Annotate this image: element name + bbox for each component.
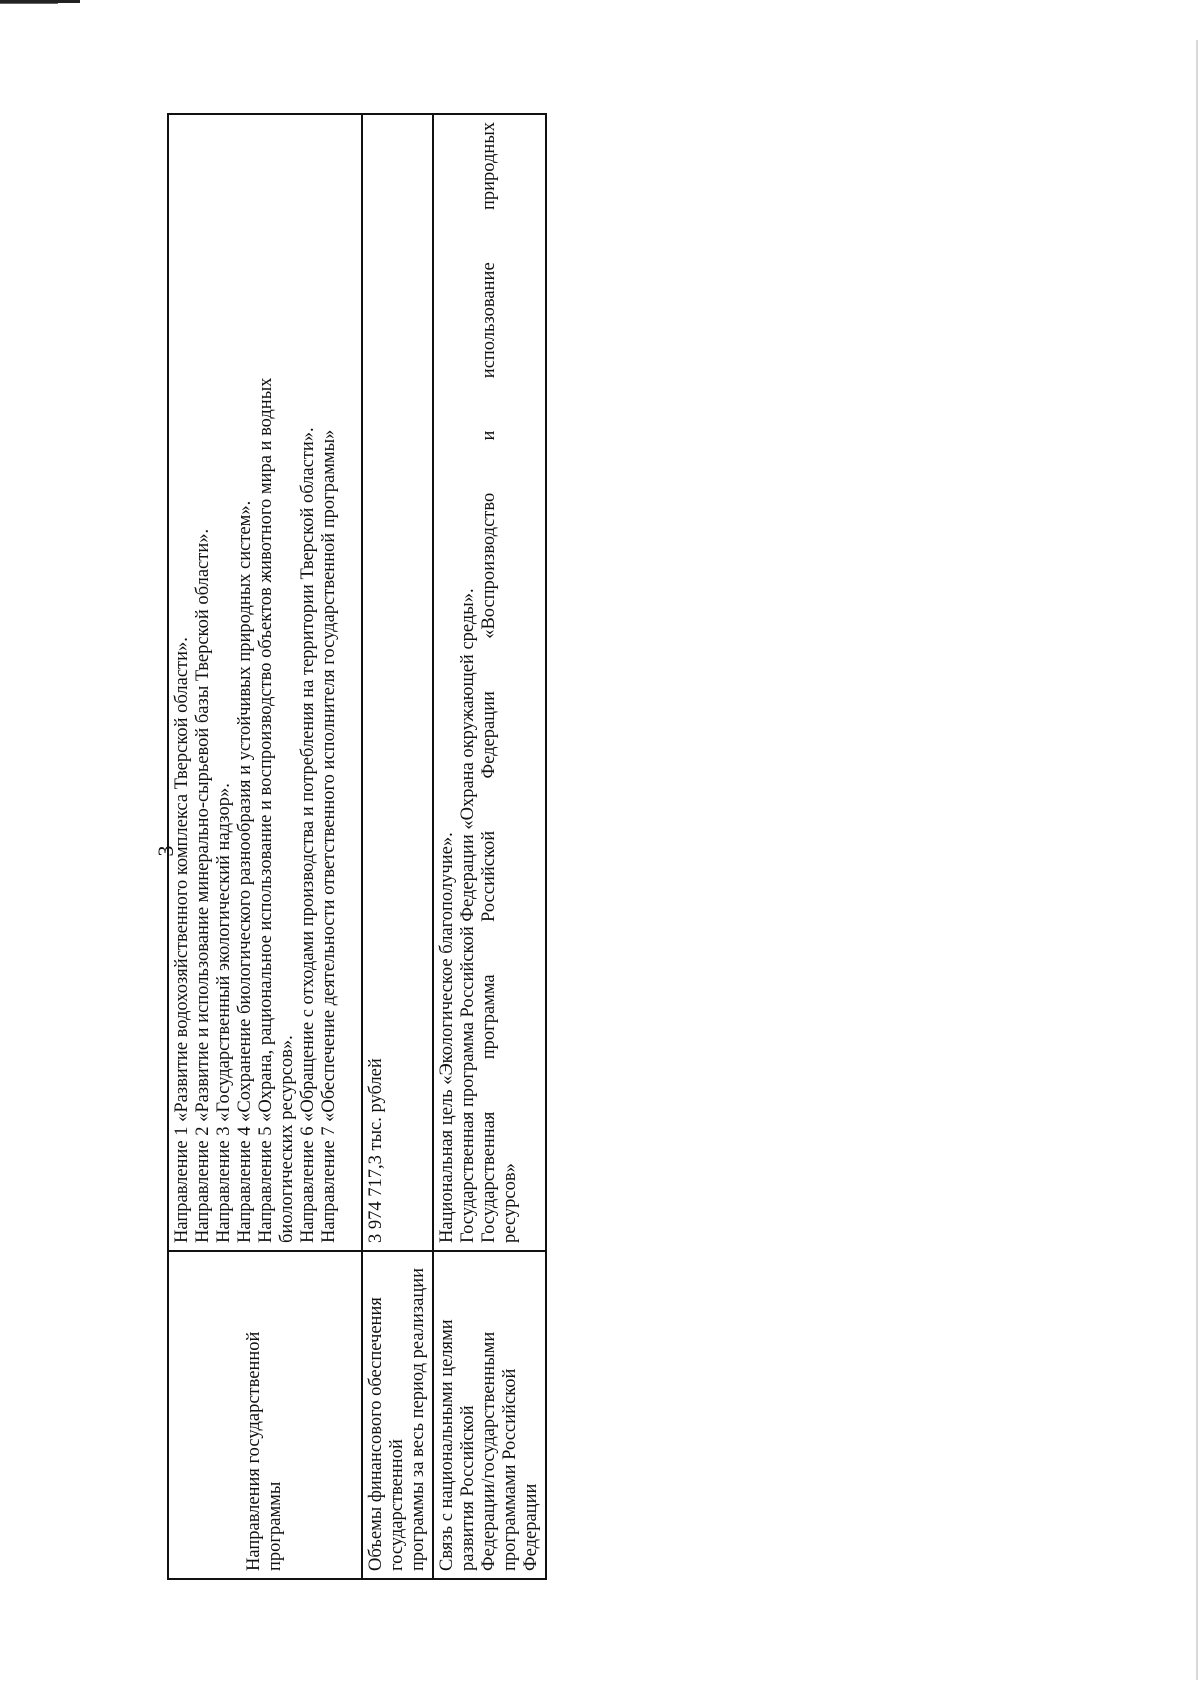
finance-value: 3 974 717,3 тыс. рублей: [366, 1058, 386, 1243]
link-item: Государственная программа Российской Федерации «Охрана окружающей среды».: [458, 588, 478, 1243]
links-label-line: Федерации: [521, 1483, 541, 1571]
directions-label-cell: [168, 1251, 362, 1579]
finance-label-line: программы за весь период реализации: [408, 1267, 428, 1571]
direction-item: Направление 1 «Развитие водохозяйственного комплекса Тверской области».: [172, 637, 192, 1243]
link-item: Национальная цель «Экологическое благополучие».: [437, 832, 457, 1243]
links-value-cell: [433, 114, 546, 1251]
finance-value-cell: [362, 114, 433, 1251]
direction-item: Направление 2 «Развитие и использование минерально-сырьевой базы Тверской области».: [193, 528, 213, 1243]
table-row-finance: [362, 114, 433, 1579]
links-label-line: Связь с национальными целями развития Российской: [437, 1319, 478, 1571]
finance-label-cell: [362, 1251, 433, 1579]
link-item-continuation: ресурсов»: [500, 1163, 520, 1243]
page-number: 3: [153, 845, 178, 857]
links-label-line: Федерации/государственными программами Российской: [479, 1331, 520, 1571]
finance-label-line: Объемы финансового обеспечения государственной: [366, 1297, 407, 1571]
direction-item: Направление 7 «Обеспечение деятельности ответственного исполнителя государственной программы»: [319, 429, 339, 1243]
direction-item: Направление 3 «Государственный экологический надзор».: [214, 783, 234, 1243]
scan-right-edge: [1196, 40, 1198, 1680]
links-label-cell: [433, 1251, 546, 1579]
table-row-national-goals: [433, 114, 546, 1579]
rotated-table-container: [167, 113, 541, 1580]
directions-label: Направления государственной программы: [244, 1331, 285, 1571]
direction-item-continuation: биологических ресурсов».: [277, 1035, 297, 1243]
direction-item: Направление 4 «Сохранение биологического разнообразия и устойчивых природных систем».: [235, 500, 255, 1243]
link-item: Государственная программа Российской Федерации «Воспроизводство и использование природных: [479, 122, 499, 1243]
table-row-directions: [168, 114, 362, 1579]
directions-value-cell: [168, 114, 362, 1251]
direction-item: Направление 5 «Охрана, рациональное использование и воспроизводство объектов животного мира и водных: [256, 377, 276, 1243]
scan-edge-mark-secondary: [0, 3, 58, 4]
direction-item: Направление 6 «Обращение с отходами производства и потребления на территории Тверской области».: [298, 427, 318, 1243]
program-passport-table: [167, 113, 547, 1580]
